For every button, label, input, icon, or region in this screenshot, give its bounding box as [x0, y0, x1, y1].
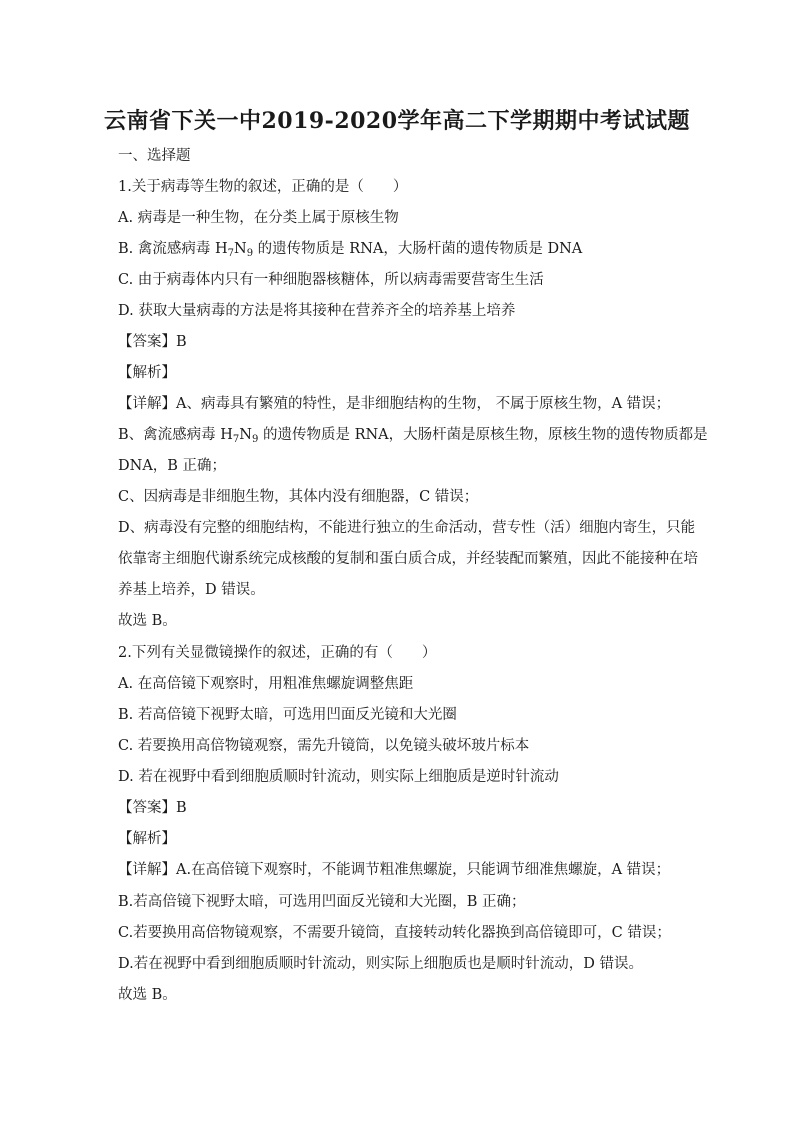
q1-conclusion: 故选 B。 [118, 613, 177, 629]
q1-detail-d-line3: 养基上培养，D 错误。 [118, 582, 265, 598]
q2-detail-c: C.若要换用高倍物镜观察，不需要升镜筒，直接转动转化器换到高倍镜即可，C 错误； [118, 925, 671, 941]
q2-option-c: C. 若要换用高倍物镜观察，需先升镜筒，以免镜头破坏玻片标本 [118, 738, 530, 754]
q1-analysis-label: 【解析】 [118, 365, 176, 381]
q2-detail-a: 【详解】A.在高倍镜下观察时，不能调节粗准焦螺旋，只能调节细准焦螺旋，A 错误； [118, 862, 671, 878]
q1-option-a: A. 病毒是一种生物，在分类上属于原核生物 [118, 210, 399, 226]
q1-detail-d-line1: D、病毒没有完整的细胞结构，不能进行独立的生命活动，营专性（活）细胞内寄生，只能 [118, 520, 696, 536]
q2-conclusion: 故选 B。 [118, 987, 177, 1003]
q2-stem: 2.下列有关显微镜操作的叙述，正确的有（ ） [118, 645, 437, 661]
q1-detail-d-line2: 依靠寄主细胞代谢系统完成核酸的复制和蛋白质合成，并经装配而繁殖，因此不能接种在培 [118, 551, 698, 567]
q1-stem: 1.关于病毒等生物的叙述，正确的是（ ） [118, 179, 408, 195]
q1-option-d: D. 获取大量病毒的方法是将其接种在营养齐全的培养基上培养 [118, 303, 516, 319]
q1-detail-a: 【详解】A、病毒具有繁殖的特性，是非细胞结构的生物， 不属于原核生物，A 错误； [118, 396, 671, 412]
q2-option-b: B. 若高倍镜下视野太暗，可选用凹面反光镜和大光圈 [118, 707, 457, 723]
q1-detail-c: C、因病毒是非细胞生物，其体内没有细胞器，C 错误； [118, 489, 479, 505]
q2-analysis-label: 【解析】 [118, 831, 176, 847]
q1-answer: 【答案】B [118, 334, 187, 350]
q2-detail-d: D.若在视野中看到细胞质顺时针流动，则实际上细胞质也是顺时针流动，D 错误。 [118, 956, 643, 972]
section-heading: 一、选择题 [118, 148, 191, 164]
q1-option-c: C. 由于病毒体内只有一种细胞器核糖体，所以病毒需要营寄生生活 [118, 272, 544, 288]
q1-option-b: B. 禽流感病毒 $H_7N_9$ 的遗传物质是 RNA，大肠杆菌的遗传物质是 DNA [118, 241, 583, 259]
q2-option-a: A. 在高倍镜下观察时，用粗准焦螺旋调整焦距 [118, 676, 414, 692]
q1-detail-b-line2: DNA，B 正确； [118, 458, 227, 474]
document-title: 云南省下关一中2019-2020学年高二下学期期中考试试题 [103, 108, 691, 134]
q1-detail-b-line1: B、禽流感病毒 $H_7N_9$ 的遗传物质是 RNA，大肠杆菌是原核生物，原核生物的遗传物质都是 [118, 427, 708, 445]
q2-answer: 【答案】B [118, 800, 187, 816]
q2-detail-b: B.若高倍镜下视野太暗，可选用凹面反光镜和大光圈，B 正确； [118, 894, 526, 910]
q2-option-d: D. 若在视野中看到细胞质顺时针流动，则实际上细胞质是逆时针流动 [118, 769, 559, 785]
